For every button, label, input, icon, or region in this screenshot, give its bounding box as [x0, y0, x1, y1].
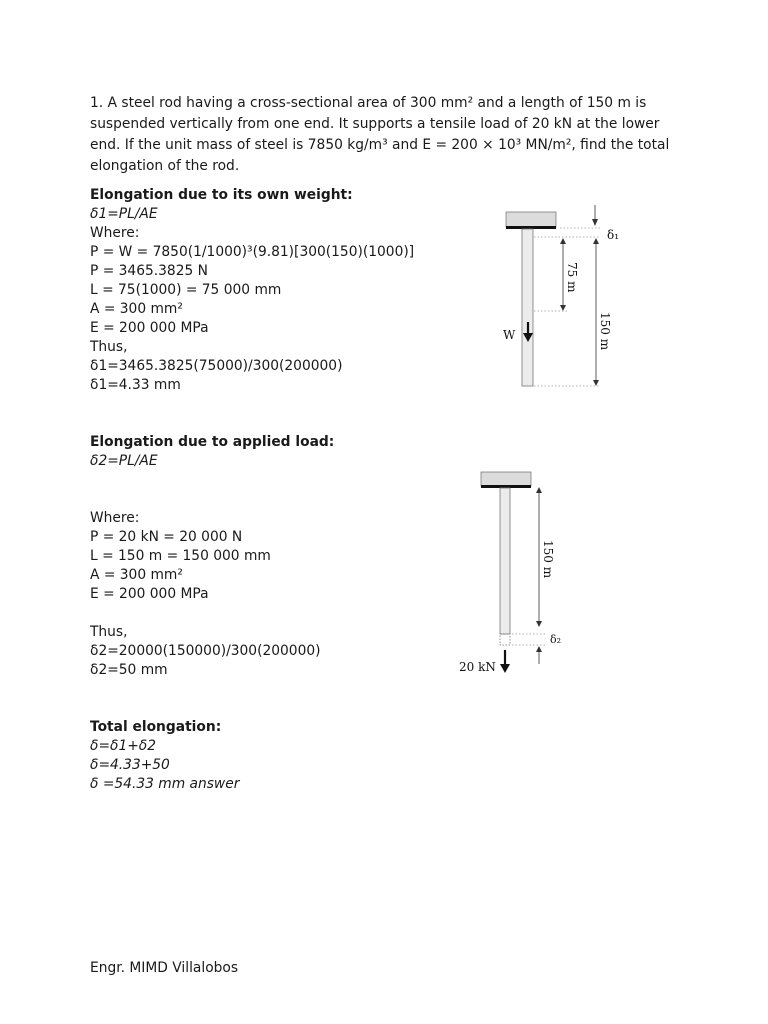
support-block	[481, 472, 531, 486]
part2-line: E = 200 000 MPa	[90, 586, 209, 602]
part1-line: L = 75(1000) = 75 000 mm	[90, 282, 282, 298]
dimension-arrowhead	[536, 621, 542, 627]
part1-line: A = 300 mm²	[90, 301, 183, 317]
rod	[500, 488, 510, 634]
figure-applied-load	[459, 472, 561, 674]
dimension-arrowhead	[536, 487, 542, 493]
dimension-arrowhead	[593, 380, 599, 386]
dimension-arrowhead	[593, 238, 599, 244]
part2-where: Where:	[90, 510, 140, 526]
part2-calc: δ2=20000(150000)/300(200000)	[90, 643, 321, 659]
part2-line: P = 20 kN = 20 000 N	[90, 529, 243, 545]
delta-arrowhead	[592, 219, 598, 226]
delta1-label: δ₁	[607, 228, 620, 242]
length-label: 150 m	[598, 312, 612, 351]
part1-formula: δ1=PL/AE	[90, 206, 158, 222]
part1-line: E = 200 000 MPa	[90, 320, 209, 336]
total-line: δ=4.33+50	[90, 757, 170, 773]
part1-line: Thus,	[90, 339, 128, 355]
weight-label: W	[503, 328, 516, 342]
part1-line: P = W = 7850(1/1000)³(9.81)[300(150)(1000)]	[90, 244, 415, 260]
half-length-label: 75 m	[565, 262, 579, 293]
dimension-arrowhead	[560, 238, 566, 244]
total-line: δ=δ1+δ2	[90, 738, 157, 754]
part2-line: A = 300 mm²	[90, 567, 183, 583]
rod	[522, 229, 533, 386]
length-label: 150 m	[541, 540, 555, 579]
support-block	[506, 212, 556, 227]
delta2-label: δ₂	[550, 633, 562, 646]
part1-heading: Elongation due to its own weight:	[90, 187, 353, 203]
total-heading: Total elongation:	[90, 719, 222, 735]
load-label: 20 kN	[459, 660, 496, 674]
part2-formula: δ2=PL/AE	[90, 453, 158, 469]
part1-line: δ1=4.33 mm	[90, 377, 181, 393]
problem-number: 1.	[90, 95, 104, 111]
rod-extension	[500, 634, 510, 645]
part1-line: δ1=3465.3825(75000)/300(200000)	[90, 358, 343, 374]
load-arrowhead	[500, 664, 510, 673]
total-final-word: answer	[189, 776, 240, 792]
total-final-value: δ =54.33 mm	[90, 776, 190, 792]
dimension-arrowhead	[560, 305, 566, 311]
part2-thus: Thus,	[90, 624, 128, 640]
part1-where: Where:	[90, 225, 140, 241]
figure-own-weight	[503, 205, 619, 386]
part2-calc: δ2=50 mm	[90, 662, 168, 678]
part2-line: L = 150 m = 150 000 mm	[90, 548, 271, 564]
support-base	[506, 226, 556, 229]
problem-text: A steel rod having a cross-sectional area of 300 mm² and a length of 150 m is suspended vertically from one end. It supports a tensile load of 20 kN at the lower end. If the unit mass of steel is 7850 kg/m³ and E = 200 × 10³ MN/m², find the total elongation of the rod.	[90, 95, 670, 174]
part1-line: P = 3465.3825 N	[90, 263, 208, 279]
support-base	[481, 485, 531, 488]
author-footer: Engr. MIMD Villalobos	[90, 960, 239, 976]
part2-heading: Elongation due to applied load:	[90, 434, 335, 450]
